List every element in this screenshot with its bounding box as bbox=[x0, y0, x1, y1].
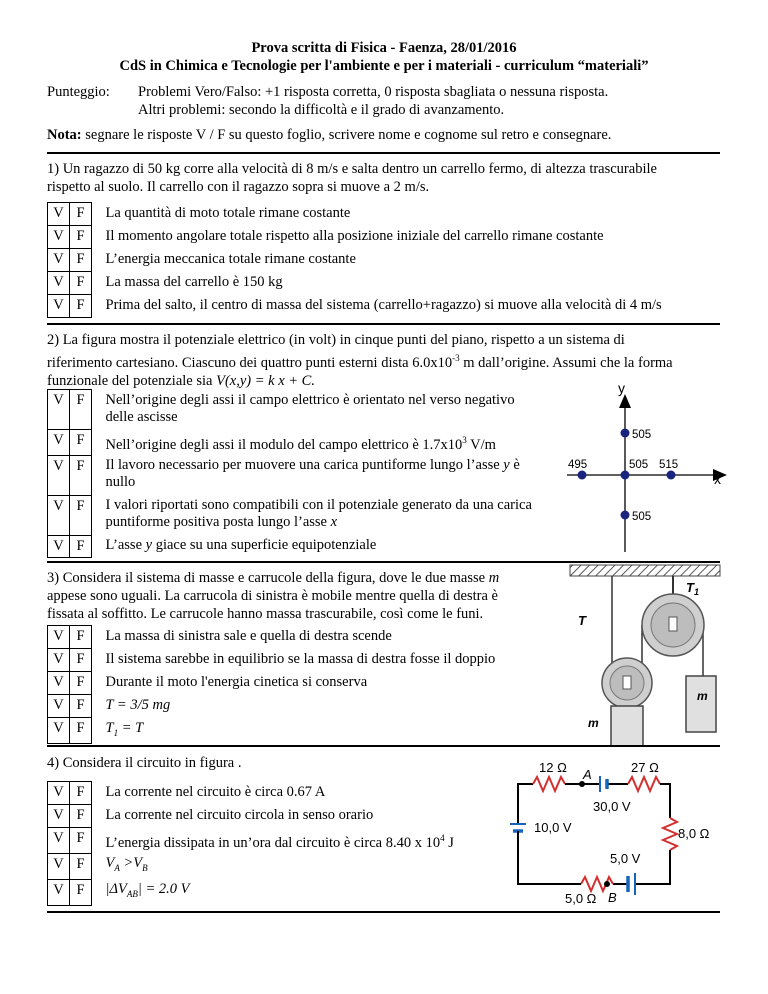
statement: $|\Delta V_{AB}| = 2.0$ V bbox=[105, 881, 190, 900]
answer-row bbox=[48, 295, 662, 318]
divider bbox=[47, 745, 720, 747]
false-option[interactable]: F bbox=[70, 272, 92, 295]
false-option[interactable]: F bbox=[70, 390, 92, 430]
answer-row bbox=[48, 430, 537, 456]
true-option[interactable]: V bbox=[48, 203, 70, 226]
false-option[interactable]: F bbox=[70, 430, 92, 456]
true-option[interactable]: V bbox=[48, 649, 70, 672]
statement: Il lavoro necessario per muovere una carica puntiforme lungo l’asse y è nullo bbox=[105, 457, 520, 491]
answer-row bbox=[48, 718, 537, 744]
statement: La corrente nel circuito è circa 0.67 A bbox=[105, 783, 326, 800]
node-b bbox=[604, 881, 610, 887]
mass-right bbox=[686, 676, 716, 732]
resistor-27 bbox=[628, 777, 660, 791]
resistor-5-label: 5,0 Ω bbox=[565, 891, 597, 906]
statement: $T_1 = T$ bbox=[105, 719, 144, 738]
resistor-8-label: 8,0 Ω bbox=[678, 826, 710, 841]
q3-answers bbox=[47, 625, 537, 744]
true-option[interactable]: V bbox=[48, 853, 70, 879]
false-option[interactable]: F bbox=[70, 535, 92, 557]
punteggio-label: Punteggio: bbox=[47, 84, 110, 100]
potential-figure bbox=[555, 380, 730, 560]
ceiling bbox=[570, 565, 720, 576]
q2-text: 2) La figura mostra il potenziale elettrico (in volt) in cinque punti del piano, rispetto a un sistema di riferimento cartesiano. Ciascuno dei quattro punti esterni dista $6.0x10^{-3}$ m dall’origine. Assumi che la forma funzionale del potenziale sia V(x,y) = k x + C. bbox=[47, 332, 673, 389]
answer-row bbox=[48, 649, 537, 672]
answer-row bbox=[48, 626, 537, 649]
answer-row bbox=[48, 455, 537, 495]
false-option[interactable]: F bbox=[70, 295, 92, 318]
statement: La massa del carrello è 150 kg bbox=[105, 273, 283, 290]
false-option[interactable]: F bbox=[70, 455, 92, 495]
false-option[interactable]: F bbox=[70, 672, 92, 695]
answer-row bbox=[48, 695, 537, 718]
true-option[interactable]: V bbox=[48, 295, 70, 318]
resistor-12 bbox=[533, 777, 565, 791]
resistor-12-label: 12 Ω bbox=[539, 760, 567, 775]
mass-left-label: m bbox=[588, 716, 599, 730]
mass-right-label: m bbox=[697, 689, 708, 703]
true-option[interactable]: V bbox=[48, 430, 70, 456]
statement: $V_A >V_B$ bbox=[105, 855, 148, 874]
tension-t1-label: $T_1$ bbox=[686, 580, 699, 597]
answer-row bbox=[48, 203, 662, 226]
true-option[interactable]: V bbox=[48, 879, 70, 905]
true-option[interactable]: V bbox=[48, 718, 70, 744]
divider bbox=[47, 911, 720, 913]
answer-row bbox=[48, 828, 517, 854]
false-option[interactable]: F bbox=[70, 828, 92, 854]
statement: L’energia dissipata in un’ora dal circuito è circa 8.40 x $10^4$ J bbox=[105, 832, 454, 851]
q1-answers bbox=[47, 202, 662, 318]
answer-row bbox=[48, 272, 662, 295]
true-option[interactable]: V bbox=[48, 626, 70, 649]
q3-text: 3) Considera il sistema di masse e carrucole della figura, dove le due masse m appese sono uguali. La carrucola di sinistra è mobile mentre quella di destra è fissata al soffitto. Le carrucole hanno massa trascurabile, così come le funi. bbox=[47, 570, 500, 622]
false-option[interactable]: F bbox=[70, 695, 92, 718]
statement: Il momento angolare totale rispetto alla posizione iniziale del carrello rimane costante bbox=[105, 227, 604, 244]
tension-t-label: T bbox=[578, 613, 586, 628]
divider bbox=[47, 323, 720, 325]
divider bbox=[47, 152, 720, 154]
node-a-label: A bbox=[583, 767, 592, 782]
y-axis-label: y bbox=[618, 380, 625, 396]
wire bbox=[636, 850, 670, 884]
page-title: Prova scritta di Fisica - Faenza, 28/01/2016 bbox=[251, 40, 517, 56]
x-axis-label: x bbox=[714, 471, 721, 487]
false-option[interactable]: F bbox=[70, 718, 92, 744]
statement: Prima del salto, il centro di massa del sistema (carrello+ragazzo) si muove alla velocità di 4 m/s bbox=[105, 296, 662, 313]
true-option[interactable]: V bbox=[48, 390, 70, 430]
resistor-27-label: 27 Ω bbox=[631, 760, 659, 775]
true-option[interactable]: V bbox=[48, 535, 70, 557]
false-option[interactable]: F bbox=[70, 805, 92, 828]
statement: La corrente nel circuito circola in senso orario bbox=[105, 806, 374, 823]
y-axis-arrow bbox=[619, 394, 631, 408]
answer-row bbox=[48, 853, 517, 879]
wire bbox=[518, 784, 533, 788]
wire bbox=[660, 784, 670, 818]
statement: Nell’origine degli assi il campo elettrico è orientato nel verso negativo delle ascisse bbox=[105, 391, 515, 425]
point-bottom bbox=[621, 511, 630, 520]
value-right: 515 bbox=[659, 459, 679, 471]
punteggio-line-2: Altri problemi: secondo la difficoltà e il grado di avanzamento. bbox=[138, 102, 505, 118]
false-option[interactable]: F bbox=[70, 226, 92, 249]
nota-label: Nota: bbox=[47, 127, 82, 143]
statement: La quantità di moto totale rimane costante bbox=[105, 204, 351, 221]
statement: La massa di sinistra sale e quella di destra scende bbox=[105, 627, 392, 644]
nota-text: segnare le risposte V / F su questo foglio, scrivere nome e cognome sul retro e consegnare. bbox=[81, 127, 612, 143]
circuit-figure bbox=[503, 760, 728, 910]
answer-row bbox=[48, 495, 537, 535]
battery-5-label: 5,0 V bbox=[610, 851, 641, 866]
answer-row bbox=[48, 879, 517, 905]
false-option[interactable]: F bbox=[70, 626, 92, 649]
false-option[interactable]: F bbox=[70, 495, 92, 535]
battery-30-label: 30,0 V bbox=[593, 799, 631, 814]
value-top: 505 bbox=[632, 429, 652, 441]
true-option[interactable]: V bbox=[48, 455, 70, 495]
statement: L’energia meccanica totale rimane costante bbox=[105, 250, 356, 267]
value-origin: 505 bbox=[629, 459, 649, 471]
false-option[interactable]: F bbox=[70, 249, 92, 272]
true-option[interactable]: V bbox=[48, 805, 70, 828]
battery-10-label: 10,0 V bbox=[534, 820, 572, 835]
false-option[interactable]: F bbox=[70, 853, 92, 879]
point-origin bbox=[621, 471, 630, 480]
nota bbox=[47, 127, 611, 144]
point-left bbox=[578, 471, 587, 480]
false-option[interactable]: F bbox=[70, 782, 92, 805]
true-option[interactable]: V bbox=[48, 226, 70, 249]
true-option[interactable]: V bbox=[48, 782, 70, 805]
node-b-label: B bbox=[608, 890, 617, 905]
answer-row bbox=[48, 535, 537, 557]
false-option[interactable]: F bbox=[70, 649, 92, 672]
true-option[interactable]: V bbox=[48, 272, 70, 295]
point-right bbox=[667, 471, 676, 480]
false-option[interactable]: F bbox=[70, 203, 92, 226]
point-top bbox=[621, 429, 630, 438]
true-option[interactable]: V bbox=[48, 249, 70, 272]
statement: Il sistema sarebbe in equilibrio se la massa di destra fosse il doppio bbox=[105, 650, 496, 667]
answer-row bbox=[48, 805, 517, 828]
statement: I valori riportati sono compatibili con il potenziale generato da una carica puntiforme positiva posta lungo l’asse x bbox=[105, 497, 532, 531]
true-option[interactable]: V bbox=[48, 672, 70, 695]
true-option[interactable]: V bbox=[48, 695, 70, 718]
q1-text: 1) Un ragazzo di 50 kg corre alla velocità di 8 m/s e salta dentro un carrello fermo, di altezza trascurabile rispetto al suolo. Il carrello con il ragazzo sopra si muove a 2 m/s. bbox=[47, 161, 657, 195]
statement: Durante il moto l'energia cinetica si conserva bbox=[105, 673, 368, 690]
answer-row bbox=[48, 249, 662, 272]
answer-row bbox=[48, 782, 517, 805]
punteggio-line-1: Problemi Vero/Falso: +1 risposta corretta, 0 risposta sbagliata o nessuna risposta. bbox=[138, 84, 609, 100]
page-subtitle: CdS in Chimica e Tecnologie per l'ambiente e per i materiali - curriculum “materiali” bbox=[119, 58, 649, 74]
mass-left bbox=[611, 706, 643, 746]
answer-row bbox=[48, 672, 537, 695]
statement: L’asse y giace su una superficie equipotenziale bbox=[105, 537, 377, 554]
true-option[interactable]: V bbox=[48, 828, 70, 854]
answer-row bbox=[48, 390, 537, 430]
value-left: 495 bbox=[568, 459, 588, 471]
false-option[interactable]: F bbox=[70, 879, 92, 905]
q4-text: 4) Considera il circuito in figura . bbox=[47, 755, 242, 771]
wire bbox=[518, 840, 581, 884]
potential-formula: V(x,y) = k x + C. bbox=[216, 372, 315, 389]
resistor-8 bbox=[663, 818, 677, 850]
answer-row bbox=[48, 226, 662, 249]
statement: T = 3/5 mg bbox=[105, 696, 171, 713]
true-option[interactable]: V bbox=[48, 495, 70, 535]
value-bottom: 505 bbox=[632, 511, 652, 523]
q2-answers bbox=[47, 389, 537, 558]
q4-answers bbox=[47, 781, 517, 906]
statement: Nell’origine degli assi il modulo del campo elettrico è $1.7x10^3$ V/m bbox=[105, 434, 496, 453]
pulley-figure bbox=[540, 563, 730, 748]
